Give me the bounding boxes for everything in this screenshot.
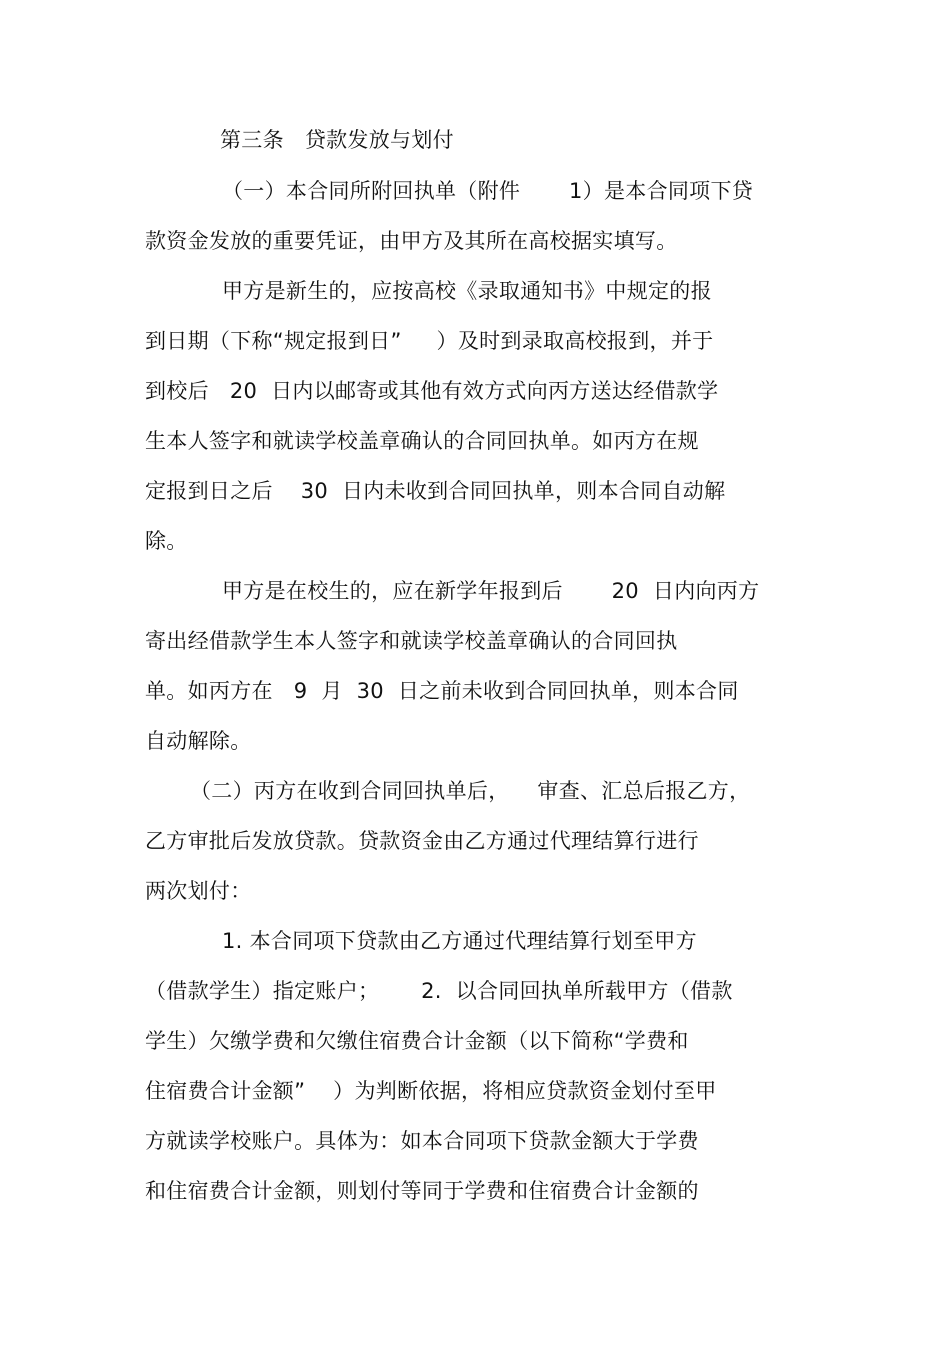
section-heading: 第三条 贷款发放与划付 <box>220 128 454 152</box>
paragraph-line: 方就读学校账户。具体为：如本合同项下贷款金额大于学费 <box>145 1129 699 1153</box>
paragraph-line: 和住宿费合计金额，则划付等同于学费和住宿费合计金额的 <box>145 1179 699 1203</box>
paragraph-line: 甲方是新生的，应按高校《录取通知书》中规定的报 <box>222 279 712 303</box>
paragraph-line: 款资金发放的重要凭证，由甲方及其所在高校据实填写。 <box>145 229 678 253</box>
paragraph-line: 寄出经借款学生本人签字和就读学校盖章确认的合同回执 <box>145 629 678 653</box>
paragraph-line: 学生）欠缴学费和欠缴住宿费合计金额（以下简称“学费和 <box>145 1029 689 1053</box>
paragraph-line: 到日期（下称“规定报到日” ）及时到录取高校报到，并于 <box>145 329 714 353</box>
paragraph-line: 两次划付： <box>145 879 252 903</box>
paragraph-line: 到校后 20 日内以邮寄或其他有效方式向丙方送达经借款学 <box>145 379 719 403</box>
paragraph-line: 定报到日之后 30 日内未收到合同回执单，则本合同自动解 <box>145 479 726 503</box>
paragraph-line: （借款学生）指定账户； 2. 以合同回执单所载甲方（借款 <box>145 979 733 1003</box>
paragraph-line: 甲方是在校生的，应在新学年报到后 20 日内向丙方 <box>222 579 760 603</box>
paragraph-line: 生本人签字和就读学校盖章确认的合同回执单。如丙方在规 <box>145 429 699 453</box>
paragraph-line: 住宿费合计金额” ）为判断依据，将相应贷款资金划付至甲 <box>145 1079 717 1103</box>
paragraph-line: 自动解除。 <box>145 729 252 753</box>
paragraph-line: 1. 本合同项下贷款由乙方通过代理结算行划至甲方 <box>222 929 697 953</box>
paragraph-line: 单。如丙方在 9 月 30 日之前未收到合同回执单，则本合同 <box>145 679 739 703</box>
paragraph-line: 除。 <box>145 529 188 553</box>
paragraph-line: 乙方审批后发放贷款。贷款资金由乙方通过代理结算行进行 <box>145 829 699 853</box>
paragraph-line: （二）丙方在收到合同回执单后， 审查、汇总后报乙方， <box>190 779 751 803</box>
paragraph-line: （一）本合同所附回执单（附件 1）是本合同项下贷 <box>222 179 754 203</box>
